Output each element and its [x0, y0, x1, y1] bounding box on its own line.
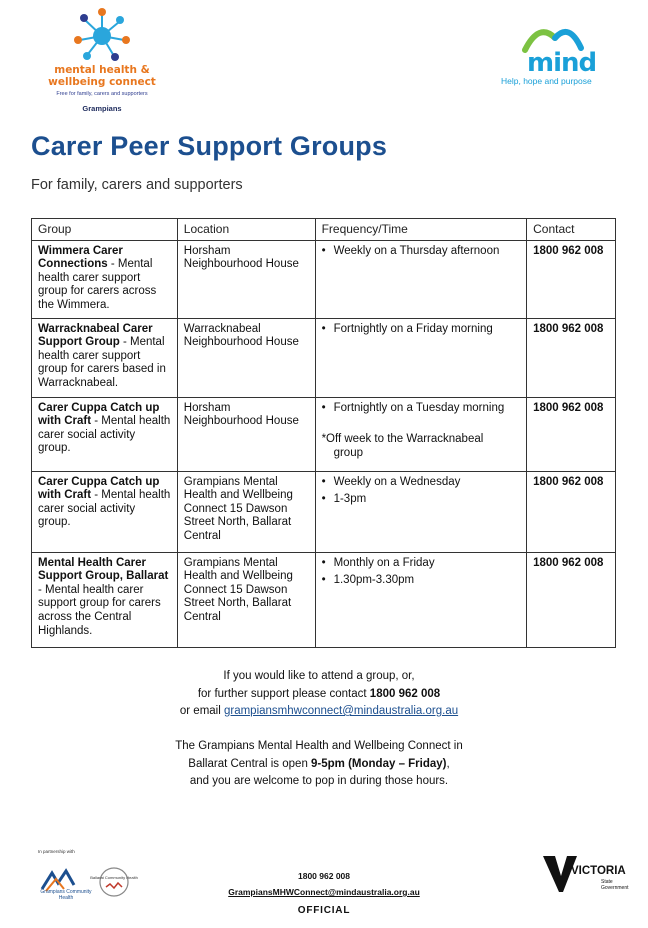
time-list	[322, 402, 521, 416]
note-line: *Off week to the Warracknabeal	[321, 433, 484, 446]
group-cell	[32, 240, 178, 318]
frequency-cell	[315, 552, 527, 647]
frequency-cell	[315, 318, 527, 397]
footer-phone: 1800 962 008	[298, 871, 350, 881]
support-groups-table	[31, 218, 616, 648]
victoria-wordmark: VICTORIA	[571, 865, 626, 877]
info-line	[0, 703, 638, 721]
security-classification: OFFICIAL	[297, 905, 351, 916]
info-text: or email	[179, 705, 224, 717]
contact-cell: 1800 962 008	[527, 240, 616, 318]
partner-label: In partnership with	[38, 849, 75, 854]
group-name: Mental Health Carer Support Group, Ballarat	[38, 556, 169, 583]
page-title: Carer Peer Support Groups	[31, 131, 388, 161]
info-phone: 1800 962 008	[369, 687, 441, 700]
table-row	[32, 552, 616, 647]
bch-logo-text: Ballarat Community Health	[90, 875, 138, 880]
group-name: Warracknabeal Carer Support Group	[38, 322, 153, 349]
location-cell: Horsham Neighbourhood House	[177, 240, 315, 318]
info-line: If you would like to attend a group, or,	[223, 670, 415, 682]
column-header-group: Group	[32, 219, 178, 241]
victoria-government-logo	[541, 852, 629, 896]
group-cell	[32, 471, 178, 552]
time-list	[322, 245, 521, 259]
frequency-cell	[315, 240, 527, 318]
location-cell: Grampians Mental Health and Wellbeing Connect 15 Dawson Street North, Ballarat Central	[177, 552, 315, 647]
group-description: - Mental health carer support group for carers across the Central Highlands.	[38, 583, 161, 637]
group-cell	[32, 552, 178, 647]
mhwc-tagline: Free for family, carers and supporters	[56, 91, 148, 97]
page-subtitle: For family, carers and supporters	[31, 177, 243, 193]
mhwc-region: Grampians	[82, 104, 122, 113]
location-cell: Grampians Mental Health and Wellbeing Connect 15 Dawson Street North, Ballarat Central	[177, 471, 315, 552]
group-cell	[32, 318, 178, 397]
schedule-note	[322, 433, 521, 460]
frequency-cell	[315, 471, 527, 552]
group-description: - Mental health carer social activity group.	[38, 415, 171, 455]
time-item: • Fortnightly on a Tuesday morning	[322, 402, 521, 416]
column-header-frequency: Frequency/Time	[315, 219, 527, 241]
contact-cell: 1800 962 008	[527, 552, 616, 647]
info-text: for further support please contact	[197, 687, 370, 700]
group-description: - Mental health carer social activity group.	[38, 489, 171, 529]
victoria-sub2: Government	[601, 885, 629, 891]
mind-wordmark: mind	[527, 48, 597, 78]
info-line: and you are welcome to pop in during those hours.	[189, 775, 449, 787]
contact-cell: 1800 962 008	[527, 471, 616, 552]
group-name: Carer Cuppa Catch up with Craft	[38, 401, 160, 428]
group-cell	[32, 397, 178, 471]
group-name: Wimmera Carer Connections	[38, 244, 123, 271]
group-name: Carer Cuppa Catch up with Craft	[38, 475, 160, 502]
email-link[interactable]: grampiansmhwconnect@mindaustralia.org.au	[223, 705, 459, 717]
contact-cell: 1800 962 008	[527, 397, 616, 471]
victoria-sub1: State	[601, 879, 613, 885]
info-text: ,	[446, 757, 450, 770]
table-row	[32, 471, 616, 552]
info-line	[0, 686, 638, 704]
connect-network-icon	[72, 6, 132, 62]
time-item: • Weekly on a Thursday afternoon	[322, 245, 521, 259]
footer-email[interactable]: GrampiansMHWConnect@mindaustralia.org.au	[228, 887, 420, 897]
table-row	[32, 397, 616, 471]
location-cell: Warracknabeal Neighbourhood House	[177, 318, 315, 397]
mind-tagline: Help, hope and purpose	[501, 76, 592, 86]
opening-hours: 9-5pm (Monday – Friday)	[311, 757, 447, 770]
column-header-location: Location	[177, 219, 315, 241]
info-line: The Grampians Mental Health and Wellbeing Connect in	[175, 740, 463, 752]
column-header-contact: Contact	[527, 219, 616, 241]
group-description: - Mental health carer support group for carers based in Warracknabeal.	[38, 336, 166, 389]
note-line: group	[333, 446, 363, 459]
location-cell: Horsham Neighbourhood House	[177, 397, 315, 471]
contact-cell: 1800 962 008	[527, 318, 616, 397]
time-item: • 1.30pm-3.30pm	[322, 574, 521, 588]
mhwc-logo	[36, 6, 168, 113]
table-row	[32, 240, 616, 318]
time-item: • 1-3pm	[322, 493, 521, 507]
info-text: Ballarat Central is open	[188, 757, 312, 770]
mhwc-logo-line2: wellbeing connect	[48, 76, 156, 88]
contact-info-block	[0, 668, 638, 721]
table-row	[32, 318, 616, 397]
info-line	[0, 756, 638, 774]
time-list	[322, 476, 521, 507]
table-header-row	[32, 219, 616, 241]
time-item: • Fortnightly on a Friday morning	[322, 323, 521, 337]
group-description: - Mental health carer support group for carers across the Wimmera.	[38, 258, 157, 311]
frequency-cell	[315, 397, 527, 471]
time-item: • Weekly on a Wednesday	[322, 476, 521, 490]
time-list	[322, 323, 521, 337]
opening-hours-block	[0, 738, 638, 791]
time-list	[322, 557, 521, 588]
time-item: • Monthly on a Friday	[322, 557, 521, 571]
grampians-community-health-name: Grampians Community Health	[40, 889, 92, 901]
mhwc-logo-line1: mental health &	[54, 64, 150, 76]
